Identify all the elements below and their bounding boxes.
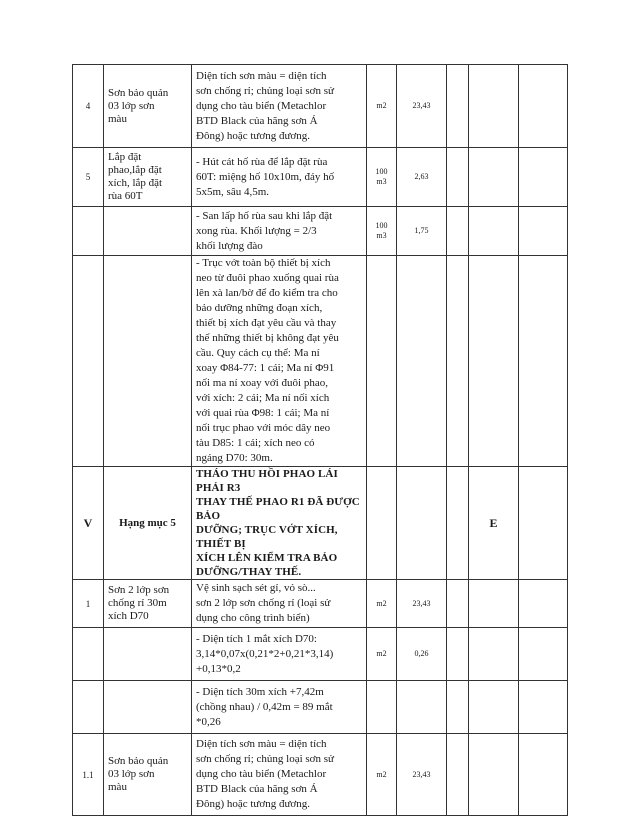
- section-name: Hạng mục 5: [104, 467, 192, 580]
- item-name-cell: [104, 734, 192, 816]
- table-row: [73, 734, 568, 816]
- empty-cell: [469, 681, 519, 734]
- description-line: dụng cho tàu biển (Metachlor: [196, 768, 327, 780]
- empty-cell: [519, 628, 568, 681]
- unit-line: m2: [376, 769, 387, 779]
- item-name-cell: [104, 681, 192, 734]
- item-name-line: Lắp đặt: [108, 151, 142, 163]
- empty-cell: [519, 681, 568, 734]
- description-line: bảo dưỡng những đoạn xích,: [196, 302, 323, 314]
- description-line: - Diện tích 1 mắt xích D70:: [196, 632, 317, 645]
- item-name-line: Sơn bảo quản: [108, 86, 169, 99]
- empty-cell: [447, 734, 469, 816]
- empty-cell: [447, 681, 469, 734]
- description-cell: [192, 256, 367, 467]
- item-name-line: 03 lớp sơn: [108, 768, 155, 780]
- empty-cell: [519, 148, 568, 207]
- description-line: Đông) hoặc tương đương.: [196, 129, 310, 142]
- empty-cell: [469, 580, 519, 628]
- empty-cell: [469, 65, 519, 148]
- quantity-cell: 1,75: [397, 207, 447, 256]
- description-line: Diện tích sơn màu = diện tích: [196, 69, 327, 82]
- section-title-line: XÍCH LÊN KIỂM TRA BẢO: [196, 552, 338, 564]
- description-line: BTD Black của hãng sơn Á: [196, 114, 318, 127]
- item-name-line: Sơn 2 lớp sơn: [108, 584, 170, 596]
- item-name-line: chống rỉ 30m: [108, 597, 167, 609]
- description-cell: [192, 65, 367, 148]
- description-line: với xích: 2 cái; Ma ní nối xích: [196, 392, 330, 404]
- item-name-cell: [104, 256, 192, 467]
- description-line: xoay Φ84-77: 1 cái; Ma ní Φ91: [196, 362, 335, 374]
- unit-cell: [367, 580, 397, 628]
- stt-cell: [73, 207, 104, 256]
- quantity-cell: [397, 467, 447, 580]
- item-name-line: phao,lắp đặt: [108, 164, 162, 176]
- description-cell: [192, 734, 367, 816]
- description-cell: [192, 207, 367, 256]
- empty-cell: [469, 256, 519, 467]
- description-line: dụng cho công trình biển): [196, 612, 310, 624]
- stt-cell: 1: [73, 580, 104, 628]
- item-name-cell: [104, 207, 192, 256]
- description-line: lên xà lan/bờ để đo kiểm tra cho: [196, 287, 338, 299]
- unit-line: 100: [375, 221, 388, 230]
- table-row: [73, 256, 568, 467]
- table-row: [73, 580, 568, 628]
- unit-cell: [367, 65, 397, 148]
- section-title: [192, 467, 367, 580]
- description-line: dụng cho tàu biển (Metachlor: [196, 99, 327, 112]
- description-line: 3,14*0,07x(0,21*2+0,21*3,14): [196, 647, 334, 660]
- empty-cell: [447, 467, 469, 580]
- quantity-cell: 2,63: [397, 148, 447, 207]
- description-line: cầu. Quy cách cụ thể: Ma ní: [196, 347, 320, 359]
- unit-line: 100: [375, 167, 388, 176]
- description-line: neo từ đuôi phao xuống quai rùa: [196, 272, 339, 284]
- description-line: - San lấp hố rùa sau khi lắp đặt: [196, 209, 333, 222]
- item-name-line: 03 lớp sơn: [108, 99, 155, 112]
- empty-cell: [447, 580, 469, 628]
- unit-line: m3: [376, 177, 387, 186]
- unit-cell: [367, 734, 397, 816]
- empty-cell: [447, 207, 469, 256]
- unit-cell: [367, 628, 397, 681]
- quantity-cell: [397, 681, 447, 734]
- empty-cell: [469, 207, 519, 256]
- item-name-cell: [104, 65, 192, 148]
- quantity-cell: 23,43: [397, 734, 447, 816]
- unit-line: m2: [376, 598, 387, 608]
- description-line: 60T: miệng hố 10x10m, đáy hố: [196, 170, 335, 183]
- description-line: sơn 2 lớp sơn chống rỉ (loại sử: [196, 597, 331, 609]
- description-line: sơn chống rỉ; chủng loại sơn sử: [196, 753, 334, 765]
- section-number: V: [73, 467, 104, 580]
- item-name-cell: [104, 580, 192, 628]
- section-row: [73, 467, 568, 580]
- section-title-line: THÁO THU HỒI PHAO LÁI PHẢI R3: [196, 468, 338, 494]
- item-name-line: xích D70: [108, 610, 149, 622]
- description-cell: [192, 580, 367, 628]
- description-line: thế những thiết bị không đạt yêu: [196, 332, 339, 344]
- description-line: xong rùa. Khối lượng = 2/3: [196, 224, 317, 237]
- section-title-line: DƯỠNG/THAY THẾ.: [196, 566, 302, 578]
- empty-cell: [519, 580, 568, 628]
- quantity-cell: 0,26: [397, 628, 447, 681]
- stt-cell: 1.1: [73, 734, 104, 816]
- description-line: ngáng D70: 30m.: [196, 452, 273, 464]
- description-line: BTD Black của hãng sơn Á: [196, 783, 318, 795]
- description-line: sơn chống rỉ; chủng loại sơn sử: [196, 84, 334, 97]
- unit-line: m2: [376, 649, 387, 658]
- description-line: Diện tích sơn màu = diện tích: [196, 738, 327, 750]
- stt-cell: [73, 256, 104, 467]
- description-line: 5x5m, sâu 4,5m.: [196, 185, 270, 198]
- empty-cell: [447, 148, 469, 207]
- quantity-cell: [397, 256, 447, 467]
- description-line: với quai rùa Φ98: 1 cái; Ma ní: [196, 407, 330, 419]
- item-name-line: xích, lắp đặt: [108, 177, 163, 189]
- table-row: [73, 207, 568, 256]
- description-cell: [192, 681, 367, 734]
- description-line: (chồng nhau) / 0,42m = 89 mắt: [196, 700, 333, 713]
- table-row: [73, 681, 568, 734]
- stt-cell: 4: [73, 65, 104, 148]
- section-mark: E: [469, 467, 519, 580]
- item-name-cell: [104, 628, 192, 681]
- unit-cell: [367, 256, 397, 467]
- description-cell: [192, 628, 367, 681]
- unit-line: m2: [376, 101, 387, 110]
- empty-cell: [447, 628, 469, 681]
- description-line: nối ma ní xoay với đuôi phao,: [196, 377, 328, 389]
- description-line: thiết bị xích đạt yêu cầu và thay: [196, 317, 337, 329]
- description-line: nối trục phao với móc dây neo: [196, 422, 331, 434]
- item-name-cell: [104, 148, 192, 207]
- empty-cell: [519, 256, 568, 467]
- item-name-line: rùa 60T: [108, 190, 143, 202]
- quantity-cell: 23,43: [397, 580, 447, 628]
- empty-cell: [447, 65, 469, 148]
- empty-cell: [519, 207, 568, 256]
- table-row: [73, 628, 568, 681]
- empty-cell: [469, 734, 519, 816]
- unit-cell: [367, 467, 397, 580]
- item-name-line: màu: [108, 781, 127, 793]
- description-line: +0,13*0,2: [196, 662, 241, 675]
- stt-cell: [73, 628, 104, 681]
- quantity-cell: 23,43: [397, 65, 447, 148]
- description-line: *0,26: [196, 715, 221, 728]
- empty-cell: [519, 65, 568, 148]
- empty-cell: [519, 734, 568, 816]
- unit-cell: [367, 207, 397, 256]
- empty-cell: [469, 148, 519, 207]
- section-title-line: THAY THẾ PHAO R1 ĐÃ ĐƯỢC BẢO: [196, 496, 360, 522]
- estimate-table: [72, 64, 568, 816]
- section-title-line: DƯỠNG; TRỤC VỚT XÍCH, THIẾT BỊ: [196, 524, 338, 550]
- stt-cell: 5: [73, 148, 104, 207]
- description-line: tàu D85: 1 cái; xích neo có: [196, 437, 315, 449]
- description-line: - Hút cát hố rùa để lắp đặt rùa: [196, 155, 328, 168]
- table-row: [73, 65, 568, 148]
- unit-cell: [367, 148, 397, 207]
- empty-cell: [519, 467, 568, 580]
- description-line: khối lượng đào: [196, 239, 263, 252]
- description-line: Đông) hoặc tương đương.: [196, 798, 310, 810]
- item-name-line: Sơn bảo quản: [108, 755, 169, 767]
- item-name-line: màu: [108, 112, 127, 125]
- description-line: - Diện tích 30m xích +7,42m: [196, 685, 324, 698]
- unit-line: m3: [376, 231, 387, 240]
- description-line: Vệ sinh sạch sét gỉ, vỏ sò...: [196, 582, 316, 594]
- table-row: [73, 148, 568, 207]
- description-cell: [192, 148, 367, 207]
- empty-cell: [447, 256, 469, 467]
- empty-cell: [469, 628, 519, 681]
- description-line: - Trục vớt toàn bộ thiết bị xích: [196, 257, 331, 269]
- stt-cell: [73, 681, 104, 734]
- unit-cell: [367, 681, 397, 734]
